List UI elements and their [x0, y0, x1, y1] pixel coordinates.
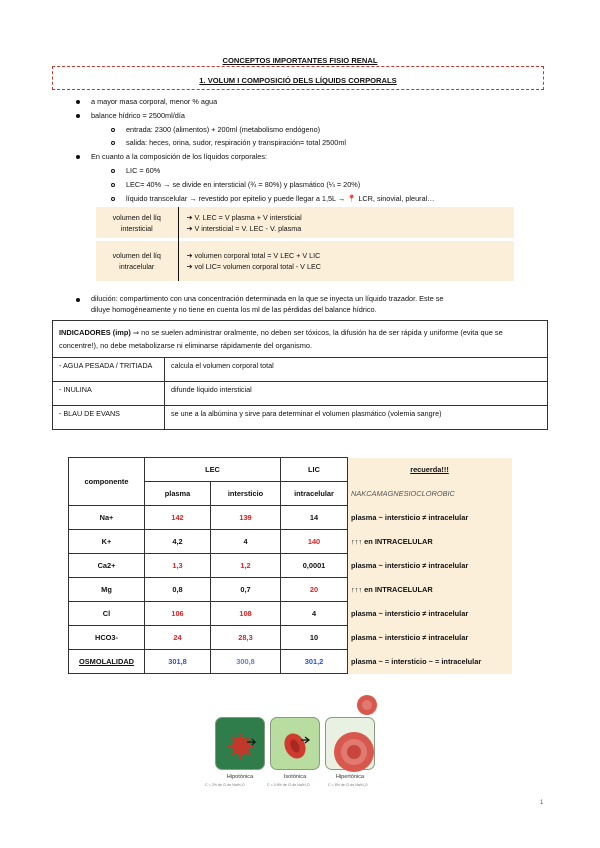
- sub-bullet: [111, 169, 115, 173]
- indicadores-table: [52, 320, 548, 430]
- table-row: Mg 0,8 0,7 20 ↑↑↑ en INTRACELULAR: [69, 578, 512, 602]
- sub-bullet: [111, 183, 115, 187]
- hypotonic-panel: [215, 717, 265, 770]
- volume-formulas-intracelular: ➔ volumen corporal total = V LEC + V LIC ➔ vol LIC= volumen corporal total - V LEC: [178, 241, 514, 281]
- subcaption-hypertonic: C = 8% de Cl de Na/H₂O: [328, 783, 368, 787]
- section-title: 1. VOLUM I COMPOSICIÓ DELS LÍQUIDS CORPORALS: [199, 76, 397, 85]
- isotonic-panel: [270, 717, 320, 770]
- header-lic: LIC: [281, 458, 348, 482]
- dilution-text-line2: diluye homogéneamente y no tiene en cuenta los ml de las pérdidas del balance hídrico.: [91, 305, 377, 314]
- sub-bullet-text: salida: heces, orina, sudor, respiración y transpiración= total 2500ml: [126, 138, 347, 147]
- indicador-desc: calcula el volumen corporal total: [165, 358, 548, 382]
- hypertonic-panel: [325, 717, 375, 770]
- sub-bullet: [111, 128, 115, 132]
- indicador-desc: difunde líquido intersticial: [165, 382, 548, 406]
- indicador-name: - AGUA PESADA / TRITIADA: [53, 358, 165, 382]
- sub-bullet-text-pre: líquido transcelular → revestido por epitelio y puede llegar a 1,5L →: [126, 194, 346, 203]
- bullet: [76, 114, 80, 118]
- sub-bullet-text: [126, 194, 435, 204]
- header-recuerda: recuerda!!!: [348, 458, 512, 482]
- indicador-desc: se une a la albúmina y sirve para determinar el volumen plasmático (volemia sangre): [165, 406, 548, 430]
- bullet-text: a mayor masa corporal, menor % agua: [91, 97, 218, 106]
- caption-hypotonic: Hipotónica: [226, 774, 254, 780]
- mnemonic: NAKCAMAGNESIOCLOROBIC: [348, 482, 512, 506]
- sub-bullet-text: entrada: 2300 (alimentos) + 200ml (metabolismo endógeno): [126, 125, 321, 134]
- swollen-cell-icon: [326, 718, 388, 771]
- table-row: K+ 4,2 4 140 ↑↑↑ en INTRACELULAR: [69, 530, 512, 554]
- normal-cell-icon: [271, 718, 321, 771]
- volume-table: [96, 207, 514, 281]
- header-intracelular: intracelular: [281, 482, 348, 506]
- table-row: Na+ 142 139 14 plasma ~ intersticio ≠ intracelular: [69, 506, 512, 530]
- bullet: [76, 155, 80, 159]
- bullet: [76, 100, 80, 104]
- sub-bullet: [111, 197, 115, 201]
- table-row: HCO3- 24 28,3 10 plasma ~ intersticio ≠ intracelular: [69, 626, 512, 650]
- bullet-text: En cuanto a la composición de los líquidos corporales:: [91, 152, 268, 161]
- sub-bullet-text: LEC= 40% → se divide en intersticial (¾ = 80%) y plasmático (¼ = 20%): [126, 180, 361, 189]
- sub-bullet-text: LIC = 60%: [126, 166, 161, 175]
- caption-hypertonic: Hipertónica: [335, 774, 365, 780]
- volume-formulas-intersticial: ➔ V. LEC = V plasma + V intersticial ➔ V intersticial = V. LEC - V. plasma: [178, 207, 514, 238]
- volume-label-intersticial: volumen del líq intersticial: [96, 207, 178, 238]
- subcaption-hypotonic: C = 2% de Cl de Na/H₂O: [205, 783, 245, 787]
- dilution-text-line1: dilución: compartimento con una concentración determinada en la que se inyecta un líquido trazador. Este se: [91, 294, 444, 303]
- header-componente: componente: [69, 458, 145, 506]
- pin-icon: 📍: [347, 194, 357, 203]
- page-title: CONCEPTOS IMPORTANTES FISIO RENAL: [222, 56, 378, 65]
- table-row: Ca2+ 1,3 1,2 0,0001 plasma ~ intersticio ≠ intracelular: [69, 554, 512, 578]
- indicadores-header: INDICADORES (imp) ⇒ no se suelen administrar oralmente, no deben ser tóxicos, la difusión ha de ser rápida y uniforme (evita que se concentre!), no debe metabolizarse ni eliminarse rápidamente del organismo.: [53, 321, 548, 358]
- table-row: Cl 106 108 4 plasma ~ intersticio ≠ intracelular: [69, 602, 512, 626]
- bullet-text: balance hídrico = 2500ml/día: [91, 111, 185, 120]
- sub-bullet-text-post: LCR, sinovial, pleural…: [356, 194, 435, 203]
- header-lec: LEC: [145, 458, 281, 482]
- table-row: OSMOLALIDAD 301,8 300,8 301,2 plasma ~ = intersticio ~ = intracelular: [69, 650, 512, 674]
- volume-label-intracelular: volumen del líq intracelular: [96, 241, 178, 281]
- caption-isotonic: Isotónica: [283, 774, 307, 780]
- page-number: 1: [540, 800, 544, 806]
- sub-bullet: [111, 141, 115, 145]
- composition-table: [68, 457, 512, 674]
- crenated-cell-icon: [216, 718, 266, 771]
- subcaption-isotonic: C = 0,9% de Cl de Na/H₂O: [267, 783, 310, 787]
- header-intersticio: intersticio: [211, 482, 281, 506]
- indicador-name: - INULINA: [53, 382, 165, 406]
- indicador-name: - BLAU DE EVANS: [53, 406, 165, 430]
- header-plasma: plasma: [145, 482, 211, 506]
- bullet: [76, 298, 80, 302]
